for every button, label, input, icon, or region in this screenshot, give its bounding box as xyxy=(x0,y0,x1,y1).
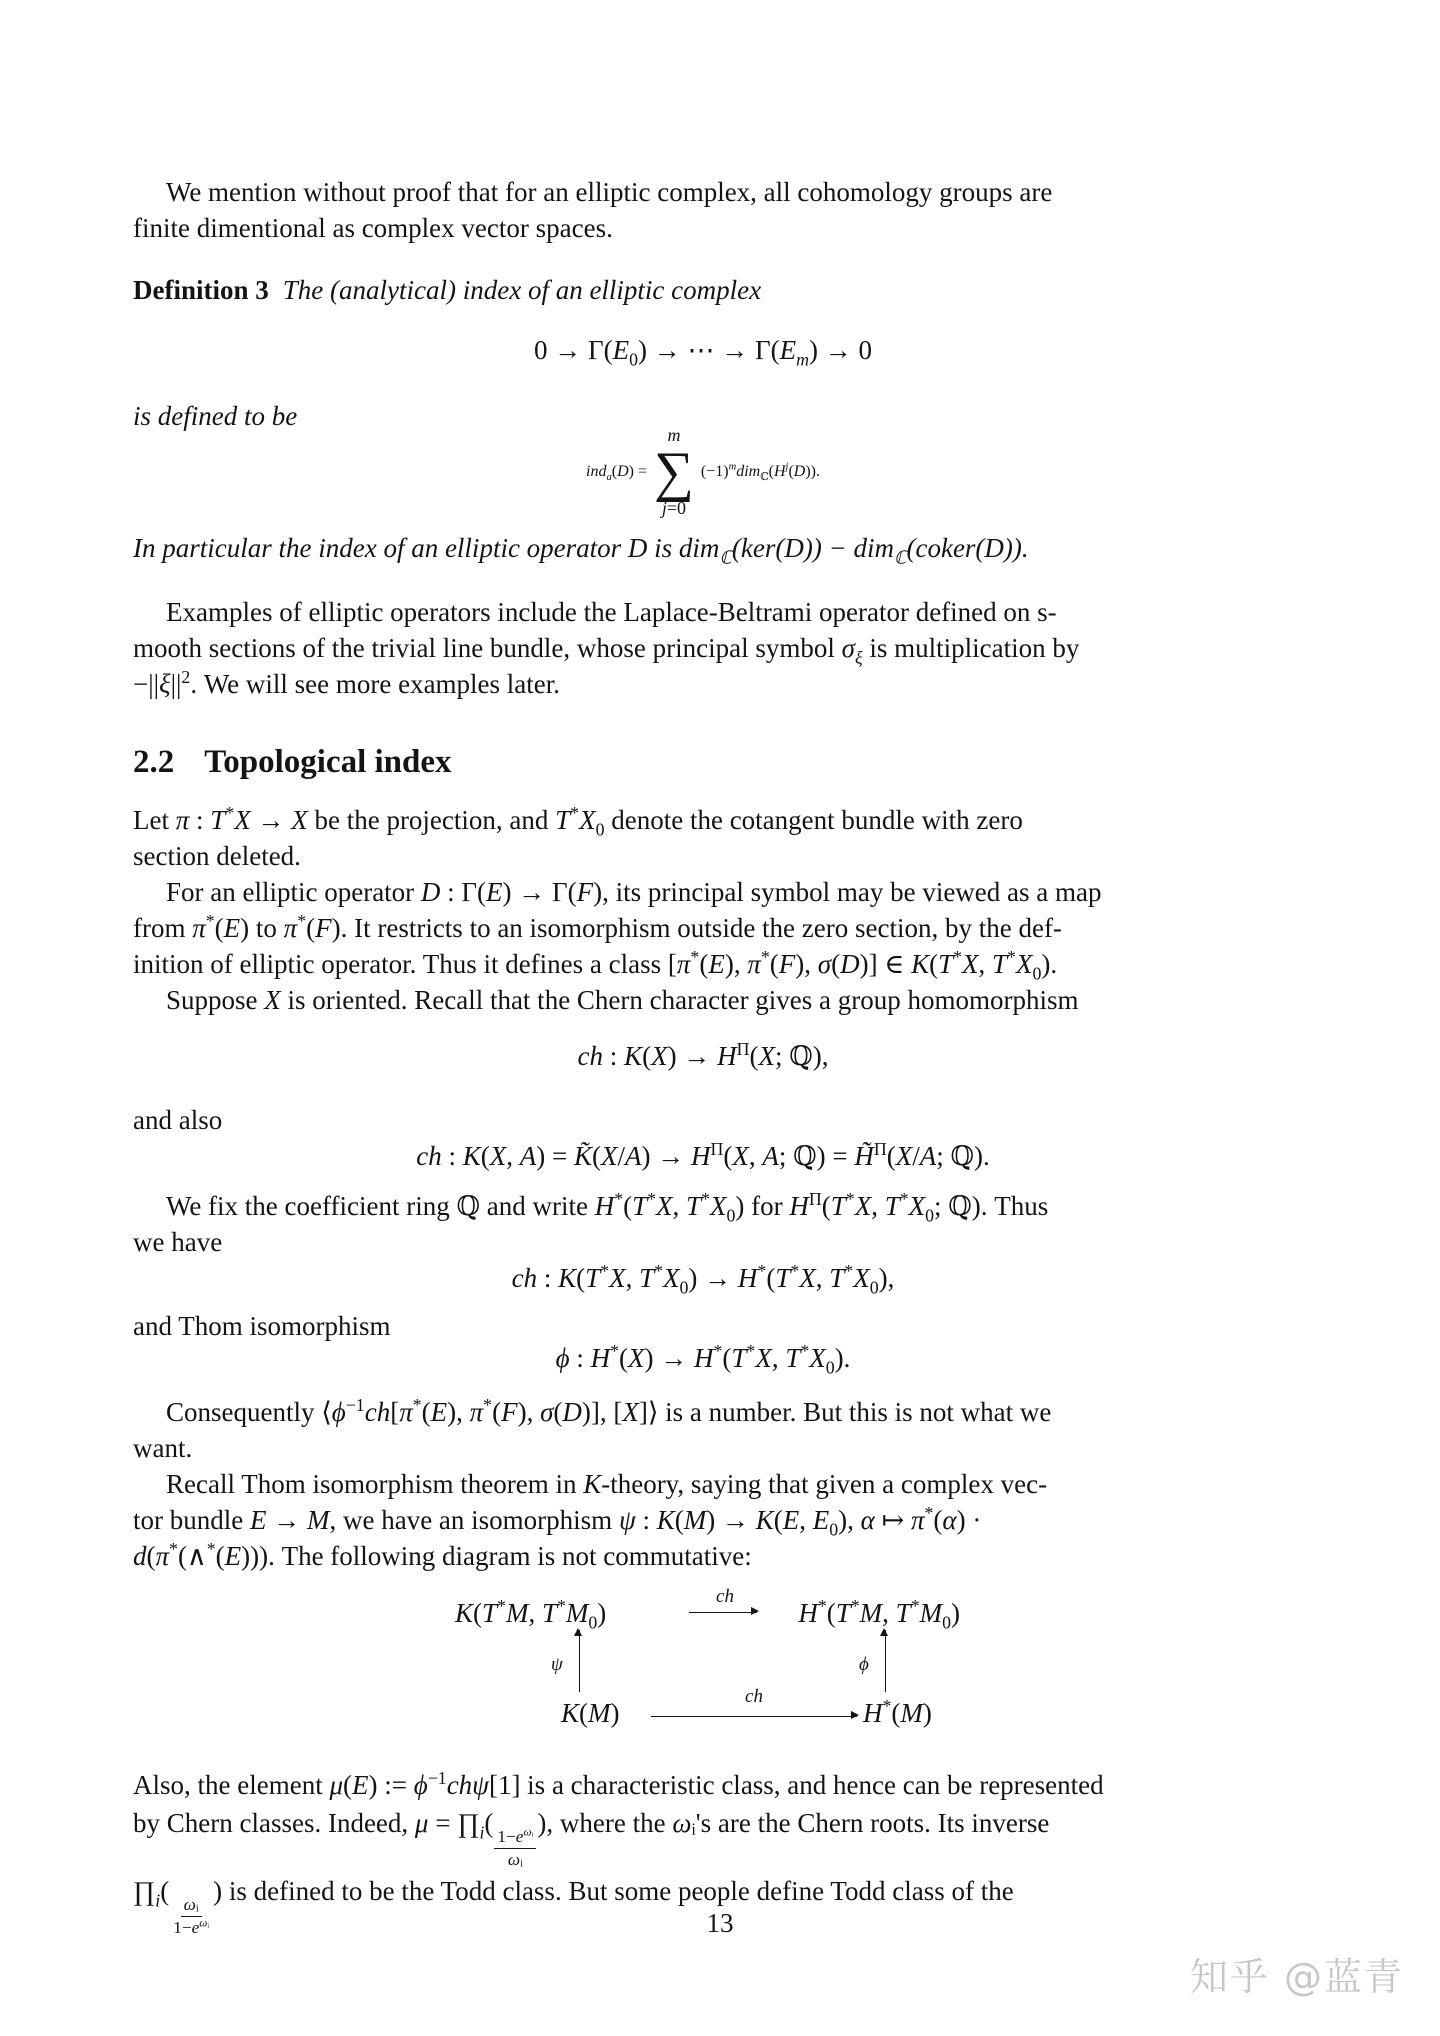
formula-left: ind$_a$(D) = xyxy=(586,463,647,484)
text-line: by Chern classes. Indeed, $\mu = \prod_i$( $\frac{1-e^{\omega ᵢ}}{\text{ωᵢ}}$ ), where the ωᵢ's are the Chern roots. Its inverse xyxy=(133,1808,1050,1869)
definition-label: Definition 3 xyxy=(133,275,269,305)
text-line: tor bundle E → M, we have an isomorphism ψ : K(M) → K(E, $E_0$), α ↦ π*(α) · xyxy=(133,1503,982,1540)
text-line: from π*(E) to π*(F). It restricts to an isomorphism outside the zero section, by the def- xyxy=(133,911,1062,943)
sigma-symbol: ∑ xyxy=(653,440,694,503)
examples-paragraph xyxy=(133,594,1273,702)
text-line: inition of elliptic operator. Thus it defines a class [π*(E), π*(F), σ(D)] ∈ K(T*X, $T^*X_0$). xyxy=(133,947,1058,984)
text-line: Let π : T*X → X be the projection, and $T^*X_0$ denote the cotangent bundle with zero xyxy=(133,803,1023,840)
text-line: finite dimentional as complex vector spaces. xyxy=(133,213,613,243)
sum-upper-limit: m xyxy=(667,425,681,445)
text-line: $-||\xi||^2$. We will see more examples later. xyxy=(133,667,561,699)
text-line: For an elliptic operator D : Γ(E) → Γ(F), its principal symbol may be viewed as a map xyxy=(166,877,1102,907)
diagram-node-bottom-right: H*(M) xyxy=(863,1696,932,1728)
left-up-arrow xyxy=(579,1630,580,1692)
diagram-node-top-left: K(T*M, $T^*M_0$) xyxy=(455,1596,607,1633)
display-thom-isomorphism: ϕ : H*(X) → H*(T*X, $T^*X_0$). xyxy=(555,1341,851,1378)
bottom-arrow xyxy=(651,1716,857,1717)
text-line: Recall Thom isomorphism theorem in K-theory, saying that given a complex vec- xyxy=(166,1469,1048,1499)
text-line: section deleted. xyxy=(133,841,301,871)
definition-3 xyxy=(133,272,1273,308)
page-number: 13 xyxy=(706,1908,734,1938)
text-line: We mention without proof that for an elliptic complex, all cohomology groups are xyxy=(166,177,1053,207)
top-arrow xyxy=(689,1612,757,1613)
display-index-formula xyxy=(133,426,1273,519)
diagram-node-top-right: H*(T*M, $T^*M_0$) xyxy=(798,1596,960,1633)
text-line: We fix the coefficient ring ℚ and write H*(T*X, $T^*X_0$) for $H^\Pi(T^*X$, $T^*X_0$; ℚ). Thus xyxy=(166,1189,1049,1226)
right-arrow-label: ϕ xyxy=(859,1654,869,1675)
and-also-line: and also xyxy=(133,1105,223,1135)
sum-operator xyxy=(654,426,694,519)
formula-right: $(-1)^mdim_ℂ(H^j(D))$. xyxy=(700,462,820,484)
text-line: we have xyxy=(133,1227,223,1257)
bottom-arrow-label: ch xyxy=(745,1686,763,1707)
left-arrow-label: ψ xyxy=(551,1654,563,1675)
defined-intro: is defined to be xyxy=(133,401,298,431)
sum-lower-limit: j=0 xyxy=(661,497,687,518)
section-heading xyxy=(133,742,1273,782)
text-line: d(π*(∧*(E))). The following diagram is not commutative: xyxy=(133,1539,752,1571)
text-line: Suppose X is oriented. Recall that the Chern character gives a group homomorphism xyxy=(166,985,1079,1015)
text-line: mooth sections of the trivial line bundle, whose principal symbol $\sigma_\xi$ is multiplication by xyxy=(133,633,1080,668)
text-line: Also, the element μ(E) := $\phi^{-1}ch\psi[1]$ is a characteristic class, and hence can be represented xyxy=(133,1768,1104,1800)
display-cotangent-chern: ch : K(T*X, $T^*X_0) \to H^*(T^*X$, $T^*X_0$), xyxy=(511,1261,895,1298)
text-line: want. xyxy=(133,1433,193,1463)
display-elliptic-complex: $0 \to \Gamma(E_0)$ → ⋯ → $\Gamma(E_m) \to 0$ xyxy=(534,335,872,370)
diagram-node-bottom-left: K(M) xyxy=(561,1698,620,1728)
consequently-paragraph xyxy=(133,1394,1273,1574)
display-relative-chern: ch : K(X, A) = K̃(X/A) → $H^\Pi(X$, A; ℚ) = H̃$^\Pi$(X/A; ℚ). xyxy=(416,1139,990,1171)
section-number: 2.2 xyxy=(133,744,175,780)
definition-body: The (analytical) index of an elliptic complex xyxy=(282,275,762,305)
top-arrow-label: ch xyxy=(716,1586,734,1607)
coefficient-paragraph xyxy=(133,1188,1273,1260)
ktheory-diagram xyxy=(455,1586,960,1748)
text-line: $\prod_i$( $\frac{\text{ωᵢ}}{1-e^{\omega ᵢ}}$ ) is defined to be the Todd class. But some people define Todd class of the xyxy=(133,1875,1014,1937)
text-line: Consequently $⟨\phi^{-1}ch[\pi^*(E)$, π*(F), σ(D)], [X]⟩ is a number. But this is not what we xyxy=(166,1395,1052,1427)
display-chern-character: ch : $K(X) \to H^\Pi(X$; ℚ), xyxy=(577,1039,829,1071)
index-remark: In particular the index of an elliptic operator D is dim$_ℂ$(ker(D)) − dim$_ℂ$(coker(D)). xyxy=(133,533,1029,568)
topological-paragraph xyxy=(133,802,1273,1018)
section-title: Topological index xyxy=(204,744,452,780)
and-thom-line: and Thom isomorphism xyxy=(133,1311,391,1341)
intro-paragraph xyxy=(133,174,1273,246)
text-line: Examples of elliptic operators include the Laplace-Beltrami operator defined on s- xyxy=(166,597,1057,627)
zhihu-watermark: 知乎 @蓝青 xyxy=(1189,1955,1404,1999)
right-up-arrow xyxy=(885,1630,886,1692)
